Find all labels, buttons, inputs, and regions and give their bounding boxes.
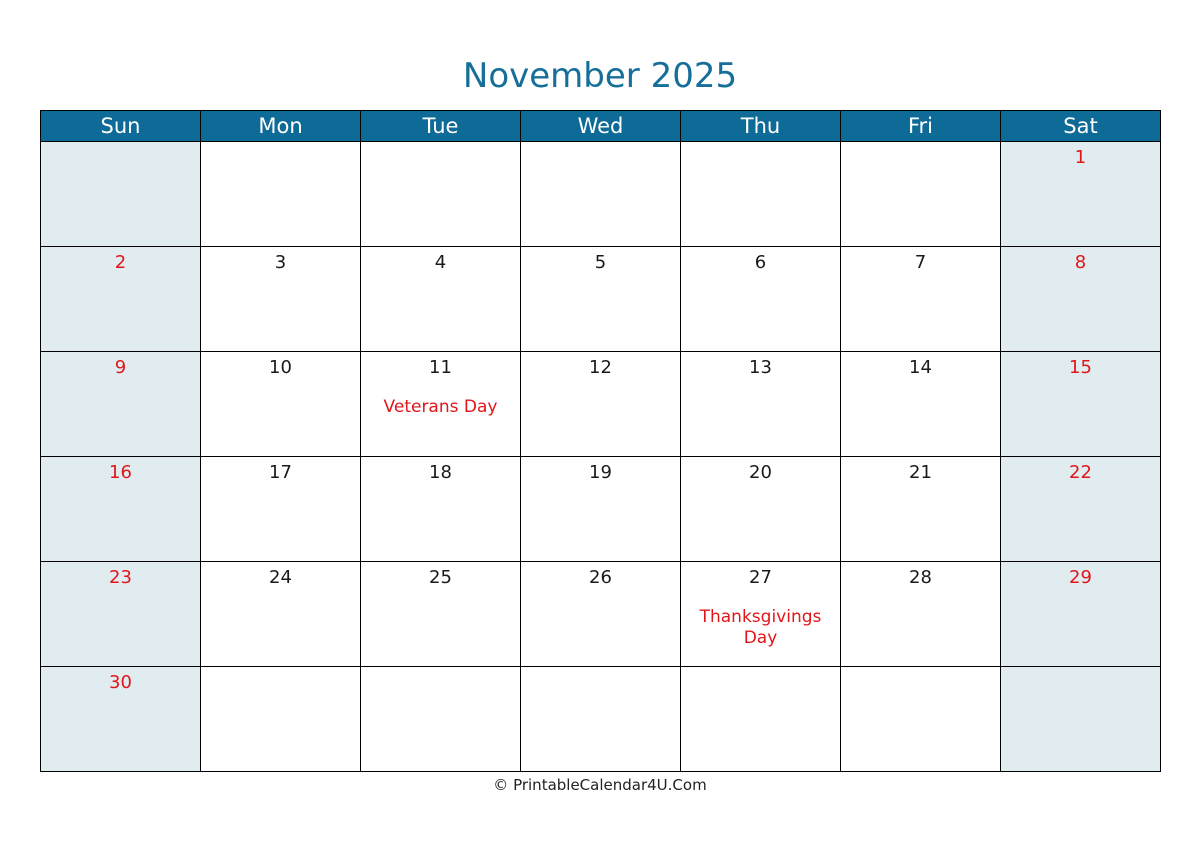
day-number xyxy=(41,142,200,169)
day-number xyxy=(201,667,360,694)
day-number xyxy=(681,142,840,169)
day-number: 12 xyxy=(589,357,612,378)
day-number: 25 xyxy=(429,567,452,588)
day-number: 20 xyxy=(749,462,772,483)
day-number: 1 xyxy=(1074,147,1087,168)
week-row xyxy=(41,667,1161,772)
day-cell xyxy=(201,562,361,667)
day-number xyxy=(521,142,680,169)
day-cell xyxy=(201,667,361,772)
day-cell xyxy=(1001,247,1161,352)
day-cell xyxy=(41,142,201,247)
day-cell xyxy=(841,667,1001,772)
day-cell xyxy=(41,352,201,457)
day-number: 5 xyxy=(594,252,607,273)
day-number: 18 xyxy=(429,462,452,483)
day-cell xyxy=(1001,142,1161,247)
day-cell xyxy=(681,562,841,667)
day-number: 4 xyxy=(434,252,447,273)
day-cell xyxy=(201,457,361,562)
day-number: 17 xyxy=(269,462,292,483)
weekday-header-row xyxy=(41,111,1161,142)
week-row xyxy=(41,352,1161,457)
calendar-title: November 2025 xyxy=(462,56,738,96)
day-number: 6 xyxy=(754,252,767,273)
day-cell xyxy=(521,667,681,772)
day-cell xyxy=(841,562,1001,667)
day-cell xyxy=(681,667,841,772)
day-number: 23 xyxy=(109,567,132,588)
day-cell xyxy=(521,562,681,667)
day-number: 16 xyxy=(109,462,132,483)
day-number: 13 xyxy=(749,357,772,378)
day-number xyxy=(681,667,840,694)
day-number: 8 xyxy=(1074,252,1087,273)
day-cell xyxy=(201,247,361,352)
day-number xyxy=(361,667,520,694)
week-row xyxy=(41,247,1161,352)
day-number: 27 xyxy=(749,567,772,588)
day-cell xyxy=(681,142,841,247)
day-cell xyxy=(521,247,681,352)
copyright-footer: © PrintableCalendar4U.Com xyxy=(493,776,707,794)
weekday-header-wed: Wed xyxy=(521,111,681,142)
weekday-header-sun: Sun xyxy=(41,111,201,142)
day-number: 3 xyxy=(274,252,287,273)
weekday-header-thu: Thu xyxy=(681,111,841,142)
day-cell xyxy=(841,247,1001,352)
day-cell xyxy=(521,142,681,247)
day-cell xyxy=(1001,667,1161,772)
week-row xyxy=(41,457,1161,562)
day-cell xyxy=(841,457,1001,562)
calendar-grid xyxy=(40,110,1161,772)
day-cell xyxy=(361,667,521,772)
day-cell xyxy=(41,562,201,667)
day-number: 7 xyxy=(914,252,927,273)
day-number: 30 xyxy=(109,672,132,693)
weekday-header-tue: Tue xyxy=(361,111,521,142)
day-number: 15 xyxy=(1069,357,1092,378)
day-number: 28 xyxy=(909,567,932,588)
day-cell xyxy=(201,142,361,247)
day-cell xyxy=(41,457,201,562)
day-number: 22 xyxy=(1069,462,1092,483)
day-number: 29 xyxy=(1069,567,1092,588)
day-number xyxy=(201,142,360,169)
day-number: 26 xyxy=(589,567,612,588)
day-cell xyxy=(841,352,1001,457)
weekday-header-mon: Mon xyxy=(201,111,361,142)
day-cell xyxy=(201,352,361,457)
day-number xyxy=(521,667,680,694)
day-number xyxy=(361,142,520,169)
day-cell xyxy=(361,457,521,562)
day-cell xyxy=(1001,457,1161,562)
day-cell xyxy=(1001,562,1161,667)
day-number: 14 xyxy=(909,357,932,378)
day-number: 21 xyxy=(909,462,932,483)
holiday-label: Veterans Day xyxy=(383,397,498,417)
day-cell xyxy=(681,247,841,352)
weekday-header-sat: Sat xyxy=(1001,111,1161,142)
day-cell xyxy=(681,457,841,562)
day-cell xyxy=(841,142,1001,247)
day-number: 19 xyxy=(589,462,612,483)
day-cell xyxy=(521,352,681,457)
week-row xyxy=(41,562,1161,667)
day-number: 10 xyxy=(269,357,292,378)
weekday-header-fri: Fri xyxy=(841,111,1001,142)
day-cell xyxy=(361,247,521,352)
day-number xyxy=(841,142,1000,169)
day-cell xyxy=(361,352,521,457)
day-cell xyxy=(41,247,201,352)
day-number xyxy=(841,667,1000,694)
week-row xyxy=(41,142,1161,247)
day-cell xyxy=(41,667,201,772)
day-number: 11 xyxy=(429,357,452,378)
holiday-label: Thanksgivings Day xyxy=(699,607,822,648)
day-cell xyxy=(361,142,521,247)
day-cell xyxy=(681,352,841,457)
day-number: 24 xyxy=(269,567,292,588)
day-cell xyxy=(521,457,681,562)
day-number: 9 xyxy=(114,357,127,378)
day-cell xyxy=(361,562,521,667)
day-number xyxy=(1001,667,1160,694)
day-number: 2 xyxy=(114,252,127,273)
day-cell xyxy=(1001,352,1161,457)
